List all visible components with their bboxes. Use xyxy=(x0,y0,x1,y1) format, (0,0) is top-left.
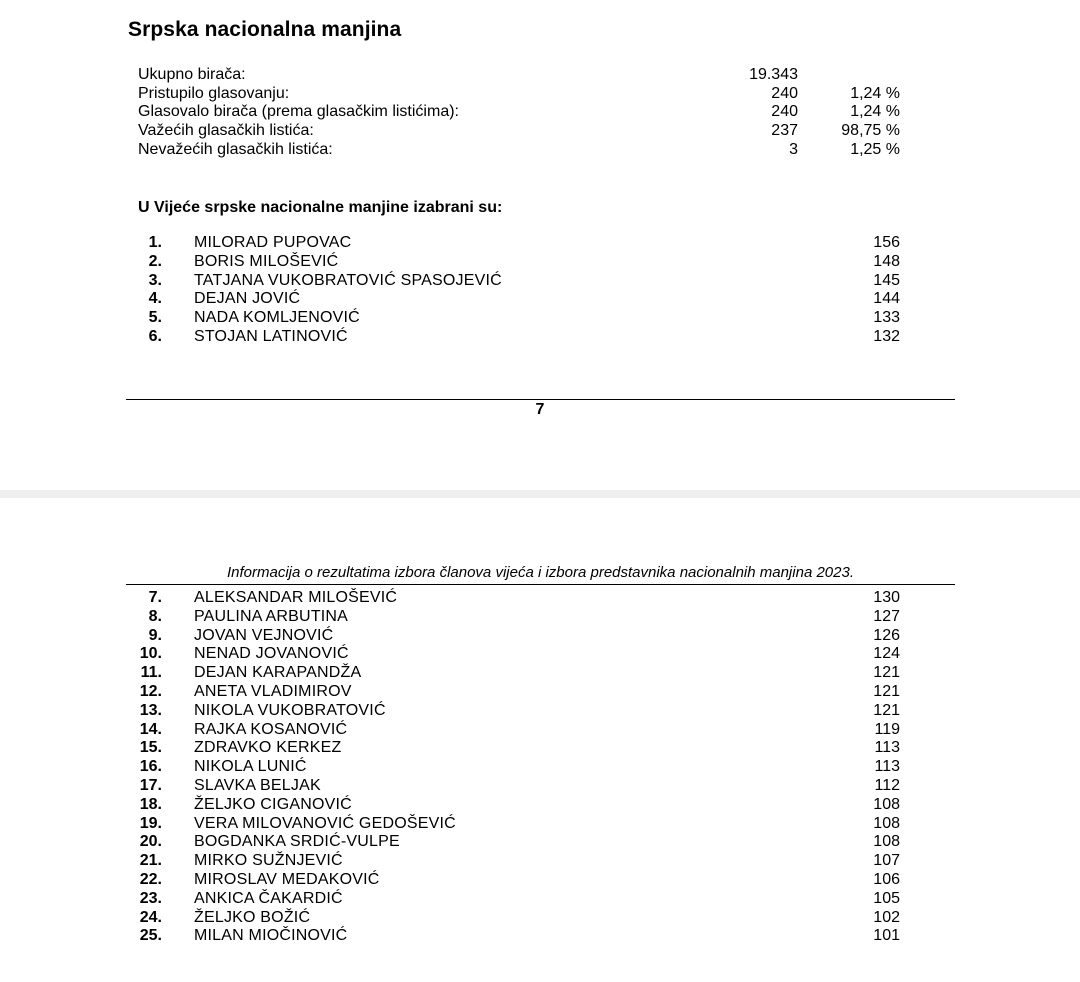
rank-number: 8. xyxy=(148,607,162,625)
rank-number: 20. xyxy=(139,833,162,851)
list-item xyxy=(128,645,908,664)
stat-row xyxy=(138,122,908,141)
rank-number: 22. xyxy=(139,870,162,888)
voter-statistics xyxy=(138,66,908,159)
rank-number: 7. xyxy=(148,589,162,606)
vote-count: 113 xyxy=(874,739,900,757)
candidate-name: ŽELJKO BOŽIĆ xyxy=(194,908,311,926)
rank-number: 2. xyxy=(148,252,162,270)
elected-subheading: U Vijeće srpske nacionalne manjine izabrani su: xyxy=(138,199,503,216)
candidate-name: MILAN MIOČINOVIĆ xyxy=(194,927,348,945)
list-item xyxy=(128,234,908,253)
candidate-name: MIRKO SUŽNJEVIĆ xyxy=(194,852,343,870)
vote-count: 112 xyxy=(874,776,900,794)
list-item xyxy=(128,927,908,946)
candidate-name: RAJKA KOSANOVIĆ xyxy=(194,720,348,738)
candidate-name: ALEKSANDAR MILOŠEVIĆ xyxy=(194,589,398,606)
rank-number: 15. xyxy=(139,739,162,757)
rank-number: 14. xyxy=(139,720,162,738)
vote-count: 156 xyxy=(873,234,900,251)
list-item xyxy=(128,871,908,890)
list-item xyxy=(128,627,908,646)
rank-number: 16. xyxy=(139,758,162,776)
stat-percent: 1,24 % xyxy=(850,84,900,102)
list-item xyxy=(128,815,908,834)
candidate-name: NADA KOMLJENOVIĆ xyxy=(194,309,360,327)
list-item xyxy=(128,890,908,909)
vote-count: 127 xyxy=(873,607,900,625)
page-number: 7 xyxy=(535,401,545,418)
header-divider xyxy=(126,584,955,585)
stat-value: 240 xyxy=(771,84,798,102)
list-item xyxy=(128,758,908,777)
vote-count: 113 xyxy=(874,758,900,776)
rank-number: 19. xyxy=(139,814,162,832)
vote-count: 144 xyxy=(873,290,900,308)
rank-number: 23. xyxy=(139,889,162,907)
rank-number: 13. xyxy=(139,701,162,719)
rank-number: 25. xyxy=(139,927,162,945)
vote-count: 121 xyxy=(873,701,900,719)
rank-number: 11. xyxy=(140,664,162,682)
stat-label: Pristupilo glasovanju: xyxy=(138,84,290,102)
candidate-name: BORIS MILOŠEVIĆ xyxy=(194,252,339,270)
candidate-name: NIKOLA VUKOBRATOVIĆ xyxy=(194,701,386,719)
rank-number: 1. xyxy=(148,234,162,251)
list-item xyxy=(128,833,908,852)
list-item xyxy=(128,589,908,608)
vote-count: 102 xyxy=(873,908,900,926)
stat-value: 240 xyxy=(771,103,798,121)
candidate-name: SLAVKA BELJAK xyxy=(194,776,321,794)
candidate-name: NIKOLA LUNIĆ xyxy=(194,758,307,776)
candidate-name: DEJAN JOVIĆ xyxy=(194,290,301,308)
stat-label: Važećih glasačkih listića: xyxy=(138,122,314,140)
elected-list-page-2 xyxy=(128,589,908,946)
vote-count: 108 xyxy=(873,833,900,851)
candidate-name: ŽELJKO CIGANOVIĆ xyxy=(194,795,352,813)
stat-label: Glasovalo birača (prema glasačkim listićima): xyxy=(138,103,459,121)
vote-count: 132 xyxy=(873,327,900,345)
stat-value: 237 xyxy=(771,122,798,140)
vote-count: 107 xyxy=(873,852,900,870)
section-title: Srpska nacionalna manjina xyxy=(128,18,402,41)
candidate-name: JOVAN VEJNOVIĆ xyxy=(194,626,334,644)
list-item xyxy=(128,909,908,928)
running-header: Informacija o rezultatima izbora članova vijeća i izbora predstavnika nacionalnih manjina 2023. xyxy=(226,564,854,581)
list-item xyxy=(128,290,908,309)
rank-number: 6. xyxy=(148,327,162,345)
candidate-name: VERA MILOVANOVIĆ GEDOŠEVIĆ xyxy=(194,814,456,832)
candidate-name: BOGDANKA SRDIĆ-VULPE xyxy=(194,833,400,851)
vote-count: 126 xyxy=(873,626,900,644)
stat-label: Ukupno birača: xyxy=(138,66,246,83)
candidate-name: MILORAD PUPOVAC xyxy=(194,234,352,251)
list-item xyxy=(128,608,908,627)
page-separator xyxy=(0,490,1080,498)
list-item xyxy=(128,253,908,272)
rank-number: 18. xyxy=(139,795,162,813)
candidate-name: TATJANA VUKOBRATOVIĆ SPASOJEVIĆ xyxy=(194,271,502,289)
vote-count: 108 xyxy=(873,795,900,813)
list-item xyxy=(128,777,908,796)
rank-number: 17. xyxy=(139,776,162,794)
rank-number: 5. xyxy=(148,309,162,327)
rank-number: 24. xyxy=(139,908,162,926)
stat-label: Nevažećih glasačkih listića: xyxy=(138,140,333,158)
candidate-name: STOJAN LATINOVIĆ xyxy=(194,327,348,345)
stat-value: 3 xyxy=(789,140,798,158)
vote-count: 108 xyxy=(873,814,900,832)
vote-count: 130 xyxy=(873,589,900,606)
stat-percent: 1,25 % xyxy=(850,140,900,158)
list-item xyxy=(128,796,908,815)
vote-count: 119 xyxy=(874,720,900,738)
candidate-name: ANETA VLADIMIROV xyxy=(194,682,352,700)
list-item xyxy=(128,664,908,683)
vote-count: 121 xyxy=(873,682,900,700)
stat-row xyxy=(138,103,908,122)
vote-count: 145 xyxy=(873,271,900,289)
list-item xyxy=(128,852,908,871)
list-item xyxy=(128,739,908,758)
stat-row xyxy=(138,85,908,104)
list-item xyxy=(128,309,908,328)
vote-count: 133 xyxy=(873,309,900,327)
vote-count: 148 xyxy=(873,252,900,270)
vote-count: 101 xyxy=(873,927,900,945)
vote-count: 121 xyxy=(873,664,900,682)
list-item xyxy=(128,328,908,347)
candidate-name: ZDRAVKO KERKEZ xyxy=(194,739,342,757)
vote-count: 124 xyxy=(873,645,900,663)
list-item xyxy=(128,721,908,740)
stat-row xyxy=(138,141,908,160)
elected-list-page-1 xyxy=(128,234,908,347)
candidate-name: DEJAN KARAPANDŽA xyxy=(194,664,362,682)
stat-percent: 1,24 % xyxy=(850,103,900,121)
rank-number: 21. xyxy=(139,852,162,870)
list-item xyxy=(128,683,908,702)
rank-number: 9. xyxy=(148,626,162,644)
vote-count: 106 xyxy=(873,870,900,888)
vote-count: 105 xyxy=(873,889,900,907)
candidate-name: MIROSLAV MEDAKOVIĆ xyxy=(194,870,380,888)
list-item xyxy=(128,272,908,291)
footer-divider xyxy=(126,399,955,400)
stat-percent: 98,75 % xyxy=(841,122,900,140)
stat-row xyxy=(138,66,908,85)
stat-value: 19.343 xyxy=(749,66,798,83)
rank-number: 10. xyxy=(139,645,162,663)
list-item xyxy=(128,702,908,721)
rank-number: 3. xyxy=(148,271,162,289)
candidate-name: NENAD JOVANOVIĆ xyxy=(194,645,349,663)
candidate-name: ANKICA ČAKARDIĆ xyxy=(194,889,343,907)
rank-number: 4. xyxy=(148,290,162,308)
candidate-name: PAULINA ARBUTINA xyxy=(194,607,349,625)
rank-number: 12. xyxy=(139,682,162,700)
